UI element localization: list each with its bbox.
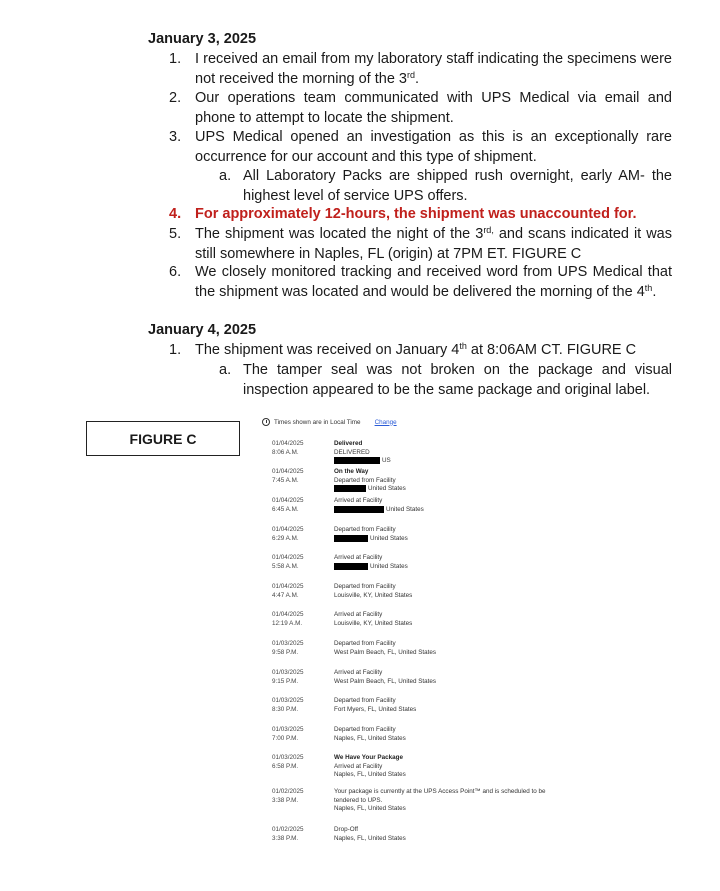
timezone-note: Times shown are in Local Time <box>274 418 361 426</box>
event-activity: Arrived at Facility <box>334 497 383 504</box>
item-text-after: . <box>415 70 420 87</box>
event-detail <box>334 497 556 514</box>
event-datetime <box>272 669 328 686</box>
event-datetime <box>272 611 328 628</box>
event-datetime <box>272 640 328 657</box>
event-location-text: Naples, FL, United States <box>334 734 406 742</box>
event-activity-cont: tendered to UPS. <box>334 796 383 804</box>
item-number: 2. <box>169 90 182 106</box>
event-location <box>334 649 556 658</box>
item-sup: rd, <box>483 225 494 235</box>
item-text: UPS Medical opened an investigation as this is an exceptionally rare occurrence for our account and this type of shipment. <box>195 129 672 165</box>
event-time: 9:15 P.M. <box>272 677 299 685</box>
event-detail <box>334 726 556 743</box>
event-location <box>334 485 556 494</box>
event-status: On the Way <box>334 468 369 475</box>
item-number: 6. <box>169 264 182 280</box>
list-item <box>169 341 672 361</box>
event-location-text: Naples, FL, United States <box>334 771 406 779</box>
event-detail <box>334 697 556 714</box>
event-activity: Departed from Facility <box>334 583 396 590</box>
event-detail <box>334 468 556 494</box>
item-sup: th <box>644 282 653 293</box>
redaction-block <box>334 485 366 492</box>
event-datetime <box>272 754 328 771</box>
event-activity: Departed from Facility <box>334 726 396 733</box>
item-letter: a. <box>219 168 232 184</box>
figure-label: FIGURE C <box>129 430 197 447</box>
event-datetime <box>272 583 328 600</box>
item-text-after: and scans indicated it was still somewhere in Naples, FL (origin) at 7PM ET. FIGURE C <box>195 226 672 262</box>
item-text-after: . <box>652 283 657 300</box>
event-date: 01/03/2025 <box>272 754 304 761</box>
event-activity: Departed from Facility <box>334 640 396 647</box>
item-sup: rd <box>407 69 416 80</box>
event-date: 01/04/2025 <box>272 554 304 561</box>
event-location-text: United States <box>386 505 424 513</box>
event-time: 3:38 P.M. <box>272 834 299 842</box>
event-location-text: Louisville, KY, United States <box>334 591 413 599</box>
event-date: 01/02/2025 <box>272 788 304 795</box>
event-location-text: US <box>382 457 391 465</box>
event-location-text: Louisville, KY, United States <box>334 619 413 627</box>
event-location-text: West Palm Beach, FL, United States <box>334 677 437 685</box>
event-activity: Arrived at Facility <box>334 554 383 561</box>
event-date: 01/04/2025 <box>272 497 304 504</box>
item-letter: a. <box>219 362 232 378</box>
event-location <box>334 506 556 515</box>
event-date: 01/02/2025 <box>272 826 304 833</box>
event-time: 5:58 A.M. <box>272 562 299 570</box>
redaction-block <box>334 535 368 542</box>
event-detail <box>334 611 556 628</box>
event-location-text: Naples, FL, United States <box>334 834 406 842</box>
event-datetime <box>272 826 328 843</box>
clock-icon <box>262 418 270 426</box>
item-text: The tamper seal was not broken on the package and visual inspection appeared to be the same package and original label. <box>243 362 672 398</box>
event-time: 4:47 A.M. <box>272 591 299 599</box>
event-activity: Your package is currently at the UPS Access Point™ and is scheduled to be <box>334 788 546 795</box>
list-item <box>169 89 672 128</box>
event-location <box>334 735 556 744</box>
event-detail <box>334 583 556 600</box>
event-time: 7:00 P.M. <box>272 734 299 742</box>
event-activity: Arrived at Facility <box>334 611 383 618</box>
event-location-text: Fort Myers, FL, United States <box>334 705 417 713</box>
event-detail <box>334 826 556 843</box>
event-detail <box>334 669 556 686</box>
event-time: 8:30 P.M. <box>272 705 299 713</box>
list-item <box>169 263 672 302</box>
event-detail <box>334 788 556 814</box>
redaction-block <box>334 506 384 513</box>
event-location-text: Naples, FL, United States <box>334 805 406 813</box>
event-time: 8:06 A.M. <box>272 448 299 456</box>
section-date-heading: January 4, 2025 <box>148 322 257 338</box>
event-location <box>334 457 556 466</box>
redaction-block <box>334 457 380 464</box>
event-activity: Departed from Facility <box>334 476 396 484</box>
event-time: 12:19 A.M. <box>272 619 303 627</box>
item-text: We closely monitored tracking and received word from UPS Medical that the shipment was located and would be delivered the morning of the 4 <box>195 264 672 300</box>
event-datetime <box>272 788 328 805</box>
item-number: 1. <box>169 51 182 67</box>
item-text: I received an email from my laboratory staff indicating the specimens were not received the morning of the 3 <box>195 51 672 87</box>
event-date: 01/03/2025 <box>272 669 304 676</box>
event-location-text: United States <box>370 562 408 570</box>
event-status: We Have Your Package <box>334 754 403 761</box>
list-item <box>169 128 672 167</box>
event-location <box>334 706 556 715</box>
event-time: 3:38 P.M. <box>272 796 299 804</box>
event-location-text: United States <box>370 534 408 542</box>
event-location <box>334 835 556 844</box>
event-datetime <box>272 468 328 485</box>
item-text-after: at 8:06AM CT. FIGURE C <box>466 342 637 358</box>
event-datetime <box>272 554 328 571</box>
event-datetime <box>272 440 328 457</box>
item-number: 3. <box>169 129 182 145</box>
event-location <box>334 592 556 601</box>
event-detail <box>334 554 556 571</box>
item-text: Our operations team communicated with UPS Medical via email and phone to attempt to locate the shipment. <box>195 90 672 126</box>
event-activity: DELIVERED <box>334 448 370 456</box>
event-activity: Arrived at Facility <box>334 762 383 770</box>
event-location <box>334 563 556 572</box>
event-activity: Departed from Facility <box>334 526 396 533</box>
item-text: The shipment was located the night of the 3 <box>195 226 484 242</box>
event-time: 6:29 A.M. <box>272 534 299 542</box>
event-time: 6:45 A.M. <box>272 505 299 513</box>
event-datetime <box>272 697 328 714</box>
event-location <box>334 678 556 687</box>
event-detail <box>334 526 556 543</box>
event-date: 01/03/2025 <box>272 726 304 733</box>
list-item-highlight <box>169 205 672 225</box>
item-text: For approximately 12-hours, the shipment was unaccounted for. <box>195 206 637 222</box>
item-sup: th <box>459 341 467 351</box>
timezone-change-link[interactable]: Change <box>374 418 397 426</box>
item-number: 4. <box>169 206 182 222</box>
list-item <box>169 50 672 89</box>
event-date: 01/04/2025 <box>272 611 304 618</box>
event-date: 01/03/2025 <box>272 697 304 704</box>
item-text: All Laboratory Packs are shipped rush overnight, early AM- the highest level of service UPS offers. <box>243 168 672 204</box>
event-detail <box>334 754 556 780</box>
figure-label-box <box>86 421 240 456</box>
event-location-text: West Palm Beach, FL, United States <box>334 648 437 656</box>
event-date: 01/04/2025 <box>272 583 304 590</box>
event-location-text: United States <box>368 485 406 493</box>
event-time: 7:45 A.M. <box>272 476 299 484</box>
event-location <box>334 535 556 544</box>
event-detail <box>334 440 556 466</box>
event-status: Delivered <box>334 440 363 447</box>
event-location <box>334 771 556 780</box>
event-date: 01/04/2025 <box>272 440 304 447</box>
timezone-row <box>262 418 397 426</box>
item-number: 1. <box>169 342 182 358</box>
event-time: 6:58 P.M. <box>272 762 299 770</box>
sub-list-item <box>219 167 672 206</box>
redaction-block <box>334 563 368 570</box>
event-date: 01/03/2025 <box>272 640 304 647</box>
item-text: The shipment was received on January 4 <box>195 342 460 358</box>
event-location <box>334 620 556 629</box>
event-datetime <box>272 526 328 543</box>
event-activity: Departed from Facility <box>334 697 396 704</box>
event-datetime <box>272 726 328 743</box>
event-activity: Drop-Off <box>334 826 359 833</box>
event-date: 01/04/2025 <box>272 468 304 475</box>
event-detail <box>334 640 556 657</box>
item-number: 5. <box>169 226 182 242</box>
sub-list-item <box>219 361 672 400</box>
section-date-heading: January 3, 2025 <box>148 31 257 47</box>
event-datetime <box>272 497 328 514</box>
event-date: 01/04/2025 <box>272 526 304 533</box>
list-item <box>169 225 672 264</box>
event-location <box>334 805 556 814</box>
event-time: 9:58 P.M. <box>272 648 299 656</box>
event-activity: Arrived at Facility <box>334 669 383 676</box>
